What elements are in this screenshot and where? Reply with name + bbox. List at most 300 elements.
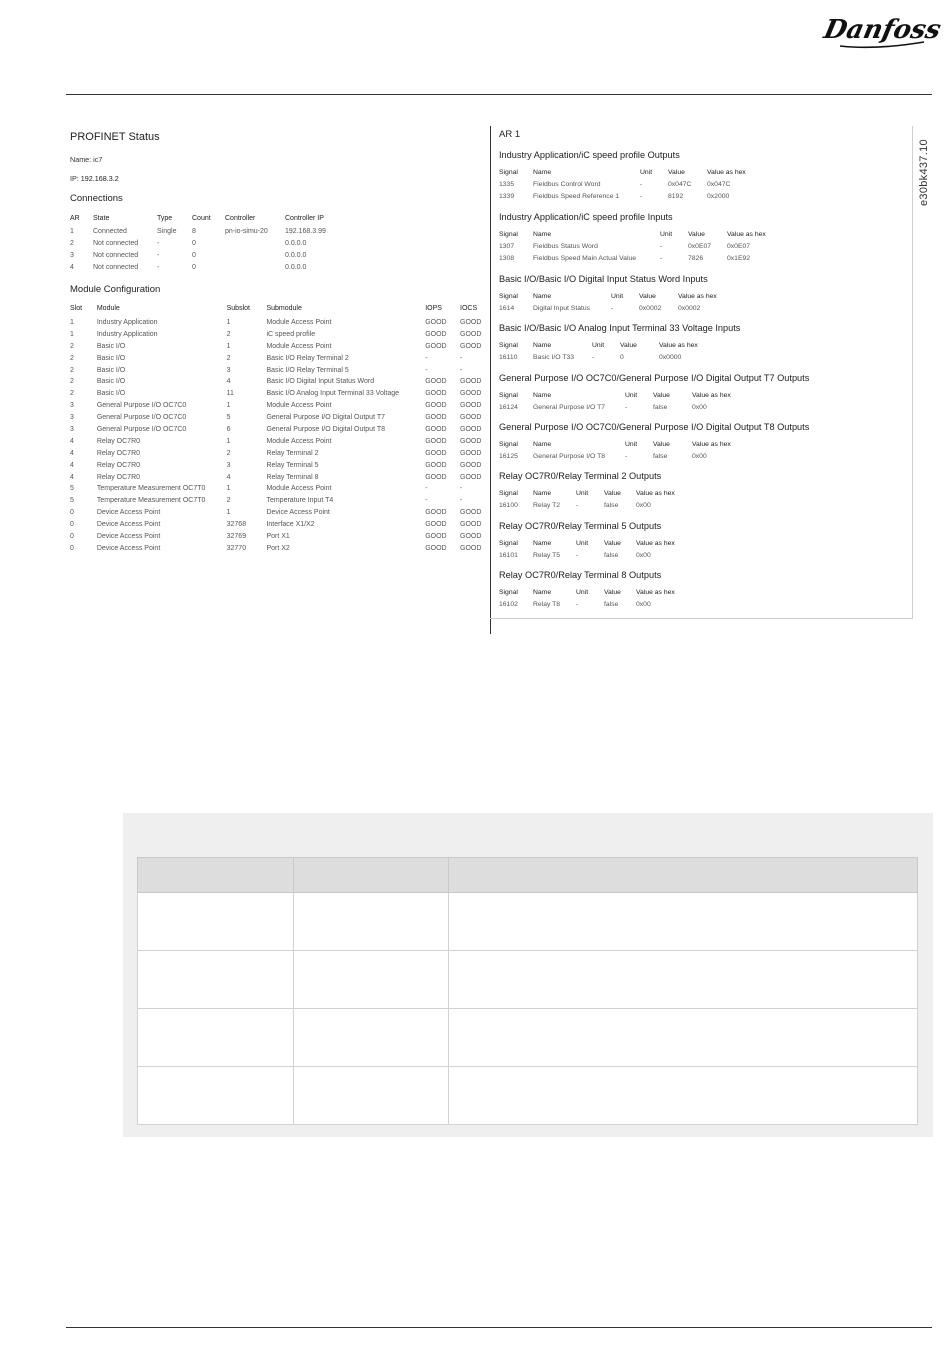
table-cell: 16102 [499, 601, 518, 609]
column-header: Signal [499, 589, 518, 596]
table-cell: Port X1 [266, 533, 290, 541]
table-cell: Module Access Point [266, 342, 332, 350]
table-cell: - [425, 497, 428, 505]
column-header: Name [533, 589, 552, 596]
table-cell: 0 [70, 544, 74, 552]
signal-section [499, 323, 740, 364]
table-cell: false [604, 502, 619, 510]
column-header: State [93, 214, 110, 222]
table-cell [225, 250, 285, 262]
connections-title: Connections [70, 193, 123, 204]
table-cell: GOOD [460, 319, 482, 326]
table-cell: 0 [192, 252, 196, 260]
table-cell: 0x047C [668, 181, 692, 189]
table-cell: Fieldbus Control Word [533, 181, 601, 189]
column-header: Value [639, 293, 656, 300]
signal-table [499, 230, 787, 264]
table-row [70, 364, 490, 376]
column-header: Signal [499, 392, 518, 399]
table-cell: - [460, 366, 463, 374]
column-header: Unit [576, 540, 589, 547]
signal-table [499, 539, 696, 562]
table-cell: - [625, 404, 628, 412]
column-header: Signal [499, 169, 518, 176]
table-cell: GOOD [425, 414, 447, 422]
signal-table [499, 292, 738, 315]
column-header: Signal [499, 293, 518, 300]
table-cell: 1 [70, 228, 74, 236]
signal-table [499, 168, 767, 202]
column-header: Value [668, 169, 685, 176]
table-cell: GOOD [460, 342, 482, 350]
table-cell: GOOD [460, 437, 482, 445]
table-cell [225, 262, 285, 274]
table-cell: Basic I/O Relay Terminal 2 [266, 354, 349, 362]
table-row [70, 471, 490, 483]
table-row [70, 317, 490, 329]
table-cell: Relay T8 [533, 601, 561, 609]
table-cell: 3 [226, 461, 231, 469]
section-title: Industry Application/iC speed profile Outputs [499, 150, 680, 160]
table-cell: Device Access Point [96, 521, 161, 529]
table-cell: 0 [620, 354, 624, 362]
table-cell: Relay OC7R0 [96, 437, 141, 445]
table-row [70, 495, 490, 507]
table-cell: 0x0E07 [727, 243, 751, 251]
table-cell: 1339 [499, 192, 515, 200]
table-cell: - [157, 264, 160, 272]
table-cell: GOOD [425, 449, 447, 457]
column-header: Value as hex [692, 392, 731, 399]
table-cell: 1308 [499, 254, 515, 262]
column-header: Name [533, 293, 552, 300]
table-cell: 2 [70, 390, 74, 398]
section-title: Basic I/O/Basic I/O Digital Input Status Word Inputs [499, 274, 708, 284]
section-title: Relay OC7R0/Relay Terminal 5 Outputs [499, 521, 662, 531]
table-cell: 2 [226, 449, 231, 457]
device-name-row [70, 155, 490, 164]
table-cell: Relay OC7R0 [96, 449, 141, 457]
section-title: Relay OC7R0/Relay Terminal 8 Outputs [499, 570, 662, 580]
table-cell: GOOD [425, 330, 447, 338]
table-cell: 1 [226, 342, 231, 350]
table-cell: - [592, 354, 595, 362]
empty-table [137, 857, 918, 1125]
table-cell: 2 [226, 354, 231, 362]
table-cell: - [425, 485, 428, 493]
table-cell: 1307 [499, 243, 515, 251]
table-cell: Basic I/O [96, 342, 126, 350]
column-header: IOPS [425, 305, 442, 313]
table-cell: Basic I/O T33 [533, 354, 575, 362]
table-cell: 0x0000 [659, 354, 682, 362]
table-cell: Relay T5 [533, 552, 561, 560]
table-cell: 3 [70, 402, 74, 410]
empty-table-header-row [138, 858, 918, 893]
table-cell: Single [157, 228, 177, 236]
table-row [70, 435, 490, 447]
signal-section [499, 274, 738, 315]
table-cell: 0x047C [707, 181, 731, 189]
signal-section [499, 150, 767, 202]
table-cell: Digital Input Status [533, 305, 591, 313]
table-cell: Interface X1/X2 [266, 521, 315, 529]
table-row [138, 1067, 918, 1125]
table-row [70, 483, 490, 495]
table-cell: 16125 [499, 453, 518, 461]
profinet-title: PROFINET Status [70, 131, 160, 143]
column-header: Signal [499, 231, 518, 238]
table-cell: GOOD [425, 402, 447, 410]
table-cell: 32768 [226, 521, 247, 529]
table-row [70, 412, 490, 424]
table-row [70, 507, 490, 519]
table-cell: GOOD [460, 378, 482, 386]
table-cell: Temperature Measurement OC7T0 [96, 485, 206, 493]
signal-table [499, 440, 752, 463]
column-header: Value as hex [678, 293, 717, 300]
table-cell: 1335 [499, 181, 515, 189]
table-cell: GOOD [460, 414, 482, 422]
table-cell: Industry Application [96, 330, 158, 338]
table-row [70, 542, 490, 554]
table-cell: GOOD [460, 461, 482, 469]
table-cell: Relay Terminal 5 [266, 461, 319, 469]
table-cell: iC speed profile [266, 330, 316, 338]
section-title: Relay OC7R0/Relay Terminal 2 Outputs [499, 471, 662, 481]
table-cell: 0x0E07 [688, 243, 712, 251]
table-cell: Relay OC7R0 [96, 473, 141, 481]
table-cell: General Purpose I/O T8 [533, 453, 606, 461]
table-cell: GOOD [425, 509, 447, 517]
table-cell: - [660, 243, 663, 251]
section-title: Industry Application/iC speed profile Inputs [499, 212, 673, 222]
table-cell: General Purpose I/O Digital Output T8 [266, 426, 385, 434]
table-cell: 7826 [688, 254, 704, 262]
table-cell: 0x0002 [639, 305, 662, 313]
table-cell: 1 [226, 509, 231, 517]
column-header: Unit [660, 231, 673, 238]
table-cell: 16124 [499, 404, 518, 412]
footer-rule [66, 1327, 932, 1328]
signal-table [499, 588, 696, 611]
table-cell: 16100 [499, 502, 518, 510]
column-header: Value as hex [659, 342, 698, 349]
table-cell: 3 [70, 252, 74, 260]
table-row [70, 519, 490, 531]
module-config-title: Module Configuration [70, 283, 161, 295]
table-cell: - [157, 252, 160, 260]
table-cell: 0x1E92 [727, 254, 751, 262]
connections-table [70, 213, 365, 274]
table-cell: 0x0002 [678, 305, 701, 313]
table-cell: GOOD [425, 544, 447, 552]
table-cell: GOOD [460, 473, 482, 481]
table-cell: 1 [226, 319, 231, 326]
column-header: Value [604, 589, 621, 596]
table-cell: Not connected [93, 252, 139, 260]
profinet-status-panel [70, 131, 490, 554]
column-header: Signal [499, 441, 518, 448]
column-header: Value [620, 342, 637, 349]
column-header: AR [70, 214, 80, 222]
table-row [499, 599, 696, 611]
table-cell: 4 [70, 437, 74, 445]
table-row [138, 1009, 918, 1067]
table-row [70, 238, 365, 250]
table-cell: 0x00 [692, 404, 707, 412]
signal-section [499, 570, 696, 611]
column-header: Value [604, 540, 621, 547]
table-cell: - [425, 366, 428, 374]
header-rule [66, 94, 932, 95]
table-cell: 4 [70, 461, 74, 469]
column-header: Controller [225, 214, 256, 222]
column-header: Unit [611, 293, 624, 300]
table-cell: General Purpose I/O OC7C0 [96, 414, 187, 422]
table-cell: GOOD [425, 342, 447, 350]
table-row [499, 179, 767, 191]
table-cell: 0x00 [636, 552, 651, 560]
table-cell: Industry Application [96, 319, 158, 326]
table-cell: 2 [70, 342, 74, 350]
table-cell: 2 [70, 240, 74, 248]
table-cell: 4 [70, 449, 74, 457]
column-header: Count [192, 214, 211, 222]
table-cell: Basic I/O [96, 354, 126, 362]
table-cell: - [576, 502, 579, 510]
table-cell: 5 [70, 497, 74, 505]
section-title: Basic I/O/Basic I/O Analog Input Terminal 33 Voltage Inputs [499, 323, 741, 333]
signal-table [499, 489, 696, 512]
column-header: Unit [592, 342, 605, 349]
column-header: Name [533, 231, 552, 238]
table-cell: 8192 [668, 192, 684, 200]
column-header: Name [533, 441, 552, 448]
table-cell: - [425, 354, 428, 362]
table-cell [225, 238, 285, 250]
column-header: Signal [499, 490, 518, 497]
table-cell: GOOD [460, 426, 482, 434]
figure-id: e30bk437.10 [918, 139, 930, 206]
table-row [499, 352, 719, 364]
table-row [499, 500, 696, 512]
table-cell: Temperature Measurement OC7T0 [96, 497, 206, 505]
table-cell: Basic I/O [96, 390, 126, 398]
module-config-table [70, 304, 490, 555]
table-cell: - [460, 354, 463, 362]
table-cell: - [640, 181, 643, 189]
table-cell: Device Access Point [96, 533, 161, 541]
table-cell: GOOD [460, 544, 482, 552]
table-cell: - [576, 552, 579, 560]
table-cell: 32769 [226, 533, 247, 541]
table-cell: 2 [70, 354, 74, 362]
table-cell: Fieldbus Speed Reference 1 [533, 192, 620, 200]
table-row [70, 352, 490, 364]
table-cell: 1 [226, 437, 231, 445]
column-header: Signal [499, 342, 518, 349]
table-cell: 0 [192, 264, 196, 272]
table-cell: 0.0.0.0 [285, 264, 307, 272]
table-cell: GOOD [460, 330, 482, 338]
column-header: Value as hex [707, 169, 746, 176]
table-cell: false [653, 453, 668, 461]
table-cell: GOOD [425, 390, 447, 398]
table-cell: 0x00 [692, 453, 707, 461]
table-cell: Basic I/O Analog Input Terminal 33 Voltage [266, 390, 400, 398]
table-row [70, 388, 490, 400]
table-cell: GOOD [460, 533, 482, 541]
table-cell: GOOD [460, 521, 482, 529]
table-cell: 1 [70, 330, 74, 338]
column-header: Value [653, 392, 670, 399]
table-cell: Fieldbus Status Word [533, 243, 598, 251]
column-header: Unit [625, 392, 638, 399]
table-cell: 2 [70, 378, 74, 386]
ar1-title: AR 1 [499, 129, 521, 140]
table-cell: - [576, 601, 579, 609]
table-cell: Module Access Point [266, 437, 332, 445]
table-cell: - [611, 305, 614, 313]
column-header: IOCS [460, 305, 478, 313]
table-cell: General Purpose I/O T7 [533, 404, 606, 412]
table-row [70, 340, 490, 352]
table-row [70, 424, 490, 436]
signal-section [499, 212, 787, 264]
column-header: Slot [70, 305, 83, 313]
table-cell: Port X2 [266, 544, 290, 552]
table-cell: 6 [226, 426, 231, 434]
table-cell: 5 [70, 485, 74, 493]
table-cell: Relay Terminal 8 [266, 473, 319, 481]
column-header: Value as hex [636, 589, 675, 596]
table-cell: Device Access Point [96, 509, 161, 517]
table-cell: 16101 [499, 552, 518, 560]
table-row [70, 459, 490, 471]
table-cell: - [660, 254, 663, 262]
table-cell: 8 [192, 228, 196, 236]
column-header: Name [533, 490, 552, 497]
table-cell: GOOD [425, 437, 447, 445]
device-name-label: Name: [70, 155, 92, 164]
table-cell: 3 [226, 366, 231, 374]
table-cell: 1 [70, 319, 74, 326]
table-cell: Relay OC7R0 [96, 461, 141, 469]
table-cell: GOOD [425, 426, 447, 434]
table-row [70, 226, 365, 238]
table-cell: General Purpose I/O OC7C0 [96, 402, 187, 410]
table-cell: GOOD [460, 390, 482, 398]
device-name-value: ic7 [93, 155, 103, 164]
table-row [499, 550, 696, 562]
svg-text:Danfoss: Danfoss [821, 14, 944, 45]
table-cell: 4 [70, 473, 74, 481]
table-cell: GOOD [425, 533, 447, 541]
signal-section [499, 521, 696, 562]
table-cell: - [460, 485, 463, 493]
table-row [70, 447, 490, 459]
table-cell: Module Access Point [266, 485, 332, 493]
table-row [138, 951, 918, 1009]
table-cell: General Purpose I/O OC7C0 [96, 426, 187, 434]
column-header: Value as hex [636, 490, 675, 497]
signal-section [499, 471, 696, 512]
table-cell: 1614 [499, 305, 515, 313]
table-row [70, 531, 490, 543]
table-cell: 11 [226, 390, 234, 398]
table-cell: Not connected [93, 240, 139, 248]
table-cell: - [157, 240, 160, 248]
table-cell: - [640, 192, 643, 200]
device-ip-value: 192.168.3.2 [80, 174, 119, 183]
table-row [138, 893, 918, 951]
table-cell: GOOD [425, 521, 447, 529]
table-cell: Device Access Point [96, 544, 161, 552]
table-cell: Basic I/O [96, 378, 126, 386]
table-cell: false [653, 404, 668, 412]
column-header: Unit [640, 169, 653, 176]
table-cell: 3 [70, 426, 74, 434]
table-cell: 0 [70, 509, 74, 517]
table-cell: - [625, 453, 628, 461]
table-cell: Device Access Point [266, 509, 330, 517]
table-cell: Fieldbus Speed Main Actual Value [533, 254, 637, 262]
column-header: Name [533, 540, 552, 547]
table-cell: pn-io-simu-20 [225, 228, 268, 236]
section-title: General Purpose I/O OC7C0/General Purpose I/O Digital Output T8 Outputs [499, 422, 810, 432]
table-row [499, 303, 738, 315]
table-cell: 16110 [499, 354, 518, 362]
table-cell: false [604, 601, 619, 609]
table-cell: Temperature Input T4 [266, 497, 334, 505]
table-cell: Not connected [93, 264, 139, 272]
column-header: Signal [499, 540, 518, 547]
table-cell: Relay Terminal 2 [266, 449, 319, 457]
table-cell: Basic I/O Digital Input Status Word [266, 378, 375, 386]
column-header: Unit [625, 441, 638, 448]
device-ip-row [70, 174, 490, 183]
table-row [70, 328, 490, 340]
column-header: Name [533, 342, 552, 349]
danfoss-logo [821, 8, 944, 52]
table-cell: 0 [70, 521, 74, 529]
table-cell: 1 [226, 402, 231, 410]
table-cell: 0x00 [636, 601, 651, 609]
table-cell: General Purpose I/O Digital Output T7 [266, 414, 385, 422]
table-cell: 5 [226, 414, 231, 422]
table-cell: GOOD [425, 461, 447, 469]
table-cell: 0x2000 [707, 192, 730, 200]
table-row [499, 402, 752, 414]
table-cell: 192.168.3.99 [285, 228, 326, 236]
table-row [70, 262, 365, 274]
table-row [499, 191, 767, 203]
table-cell: GOOD [425, 378, 447, 386]
column-header: Value [653, 441, 670, 448]
table-row [499, 253, 787, 265]
table-row [70, 400, 490, 412]
table-cell: GOOD [425, 473, 447, 481]
table-cell: Module Access Point [266, 402, 332, 410]
table-cell: 4 [70, 264, 74, 272]
column-header: Value as hex [692, 441, 731, 448]
column-header: Value as hex [727, 231, 766, 238]
table-row [70, 376, 490, 388]
table-cell: GOOD [460, 509, 482, 517]
table-cell: - [460, 497, 463, 505]
table-cell: 0x00 [636, 502, 651, 510]
